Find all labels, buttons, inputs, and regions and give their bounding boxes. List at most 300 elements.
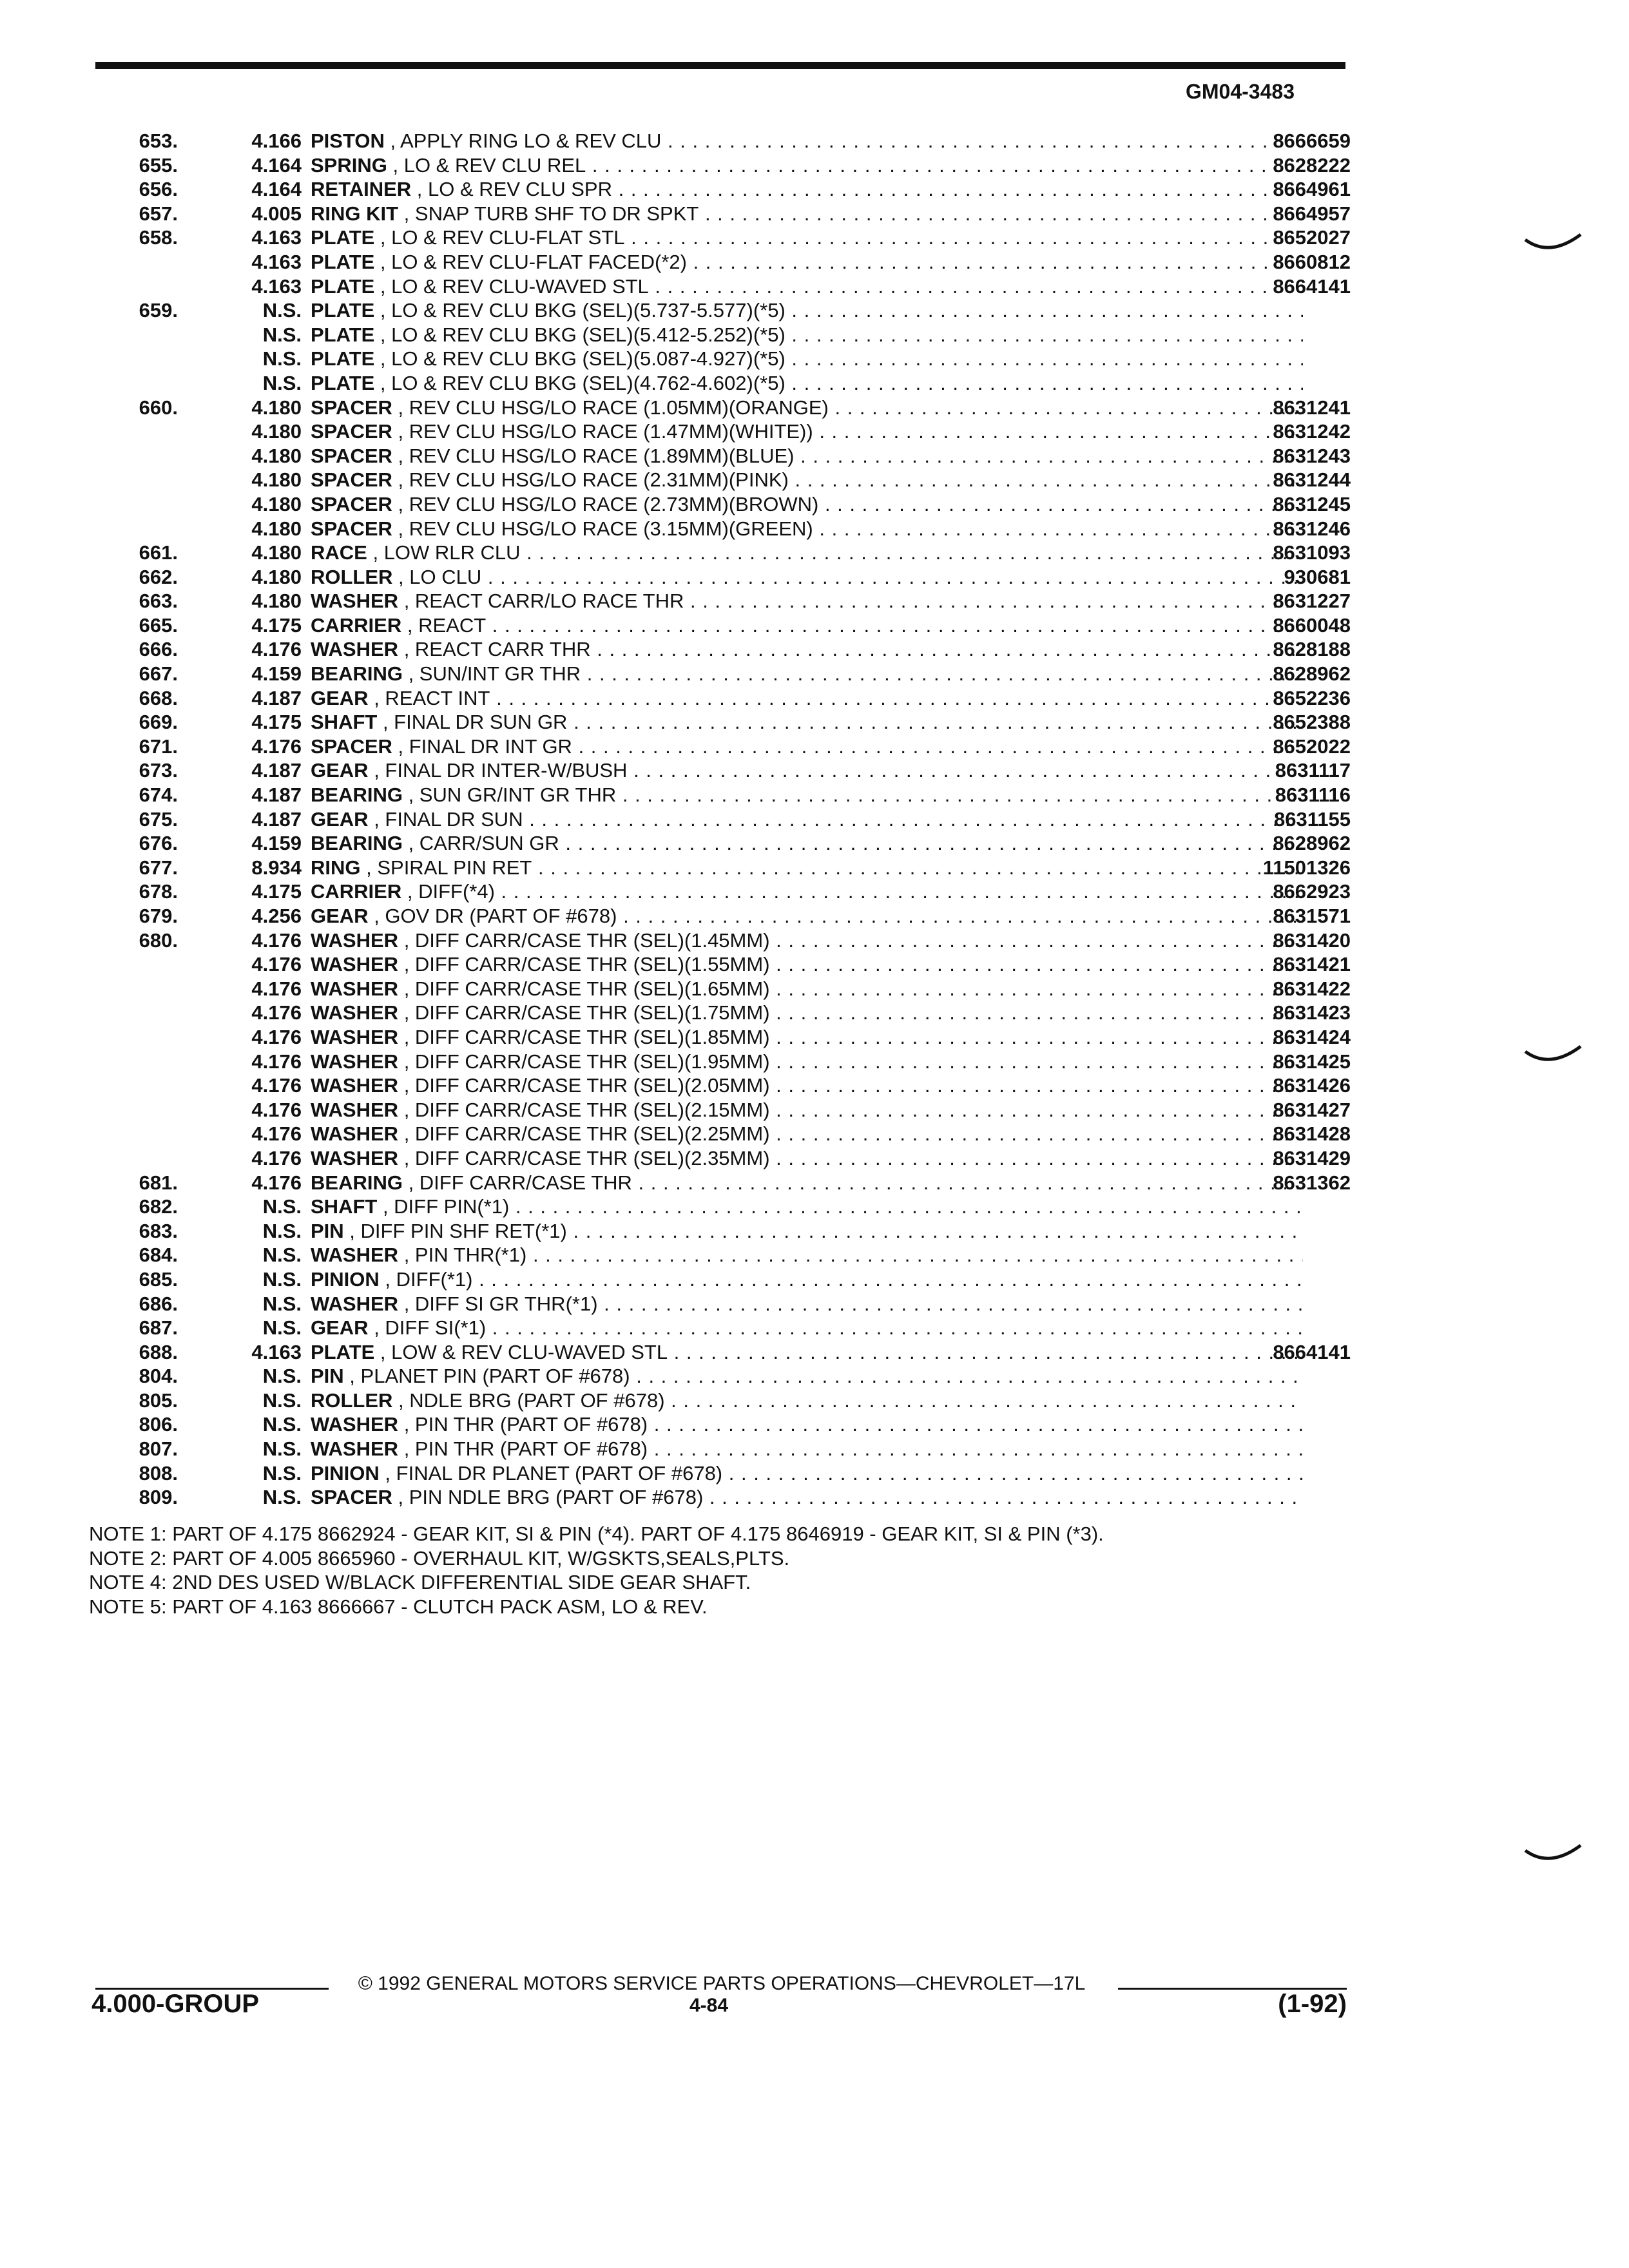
ref-number: 804. (139, 1365, 178, 1388)
part-description (311, 492, 1303, 517)
part-name: BEARING (311, 662, 403, 686)
part-row (95, 856, 1351, 880)
group-number: 4.180 (251, 541, 302, 564)
part-spec-separator: , (392, 492, 409, 515)
group-number: N.S. (262, 1244, 302, 1267)
part-number: 8652236 (1273, 686, 1351, 709)
part-spec: LO & REV CLU-FLAT FACED(*2) (391, 250, 687, 273)
ref-number: 663. (139, 590, 178, 613)
part-spec: DIFF CARR/CASE THR (SEL)(2.35MM) (414, 1146, 770, 1169)
part-row (95, 613, 1351, 638)
part-description (311, 1340, 1303, 1365)
part-spec-separator: , (398, 1001, 415, 1024)
part-number: 8631423 (1273, 1001, 1351, 1024)
footer-group-label: 4.000-GROUP (92, 1990, 260, 2018)
part-spec: FINAL DR PLANET (PART OF #678) (396, 1461, 723, 1485)
ref-number: 673. (139, 759, 178, 782)
group-number: N.S. (262, 1195, 302, 1218)
group-number: 4.175 (251, 711, 302, 734)
part-spec-separator: , (392, 517, 409, 540)
part-spec-separator: , (398, 1122, 415, 1146)
part-name: WASHER (311, 928, 399, 952)
part-spec: LOW & REV CLU-WAVED STL (391, 1340, 668, 1363)
part-row (95, 250, 1351, 274)
part-spec: DIFF PIN SHF RET(*1) (360, 1219, 567, 1242)
group-number: 4.164 (251, 153, 302, 177)
part-spec: DIFF CARR/CASE THR (SEL)(1.55MM) (414, 953, 770, 976)
part-name: GEAR (311, 759, 369, 782)
part-spec-separator: , (398, 928, 415, 952)
group-number: 4.175 (251, 613, 302, 637)
part-spec-separator: , (343, 1365, 361, 1388)
part-spec-separator: , (398, 1050, 415, 1073)
part-spec-separator: , (392, 420, 409, 443)
part-description (311, 298, 1303, 323)
part-spec-separator: , (398, 953, 415, 976)
part-row (95, 879, 1351, 904)
group-number: 4.180 (251, 444, 302, 467)
group-number: 8.934 (251, 856, 302, 879)
part-spec-separator: , (360, 856, 378, 879)
note-line: NOTE 2: PART OF 4.005 8665960 - OVERHAUL KIT, W/GSKTS,SEALS,PLTS. (89, 1546, 790, 1570)
group-number: 4.175 (251, 880, 302, 903)
part-row (95, 347, 1351, 371)
part-name: SPACER (311, 735, 392, 758)
part-row (95, 1485, 1351, 1510)
part-spec-separator: , (398, 1413, 415, 1436)
part-number: 8631245 (1273, 492, 1351, 515)
part-row (95, 1219, 1351, 1244)
ref-number: 677. (139, 856, 178, 879)
part-description (311, 686, 1303, 711)
part-description (311, 637, 1303, 662)
part-name: RING KIT (311, 202, 399, 225)
part-spec: PLANET PIN (PART OF #678) (360, 1365, 630, 1388)
part-spec: REACT CARR THR (414, 638, 591, 661)
ref-number: 662. (139, 565, 178, 588)
ref-number: 667. (139, 662, 178, 686)
part-number: 8628188 (1273, 638, 1351, 661)
part-name: GEAR (311, 686, 369, 709)
footer-date: (1-92) (1278, 1990, 1347, 2018)
part-description (311, 977, 1303, 1001)
part-name: WASHER (311, 1244, 399, 1267)
part-name: WASHER (311, 1122, 399, 1146)
part-description (311, 153, 1303, 178)
part-number: 8664141 (1273, 1340, 1351, 1363)
part-description (311, 202, 1303, 226)
ref-number: 666. (139, 638, 178, 661)
part-number: 8664957 (1273, 202, 1351, 225)
group-number: N.S. (262, 1316, 302, 1340)
part-description (311, 177, 1303, 202)
part-spec: DIFF(*4) (418, 880, 495, 903)
part-name: PLATE (311, 1340, 375, 1363)
part-spec-separator: , (402, 783, 419, 807)
part-number: 8631241 (1273, 396, 1351, 419)
part-spec-separator: , (374, 274, 392, 298)
part-number: 8660812 (1273, 250, 1351, 273)
part-spec-separator: , (392, 396, 409, 419)
part-spec-separator: , (398, 1146, 415, 1169)
part-spec: DIFF CARR/CASE THR (SEL)(1.85MM) (414, 1025, 770, 1048)
group-number: N.S. (262, 1486, 302, 1509)
part-spec-separator: , (392, 735, 409, 758)
ref-number: 671. (139, 735, 178, 758)
part-name: WASHER (311, 953, 399, 976)
part-name: SHAFT (311, 1195, 378, 1218)
part-spec-separator: , (374, 1340, 392, 1363)
part-spec: SUN/INT GR THR (419, 662, 581, 686)
part-name: GEAR (311, 1316, 369, 1340)
part-spec-separator: , (398, 638, 415, 661)
part-spec-separator: , (402, 832, 419, 855)
group-number: 4.180 (251, 420, 302, 443)
group-number: 4.180 (251, 517, 302, 540)
note-line: NOTE 5: PART OF 4.163 8666667 - CLUTCH PACK ASM, LO & REV. (89, 1595, 708, 1618)
part-description (311, 904, 1303, 928)
group-number: 4.164 (251, 178, 302, 201)
ref-number: 656. (139, 178, 178, 201)
part-row (95, 1267, 1351, 1292)
ref-number: 683. (139, 1219, 178, 1242)
part-description (311, 1073, 1303, 1098)
part-description (311, 226, 1303, 250)
ref-number: 684. (139, 1244, 178, 1267)
part-description (311, 1171, 1303, 1195)
part-row (95, 1316, 1351, 1340)
note-line: NOTE 1: PART OF 4.175 8662924 - GEAR KIT, SI & PIN (*4). PART OF 4.175 8646919 - GEAR KIT, SI & PIN (*3). (89, 1523, 1104, 1545)
part-number: 8628962 (1273, 662, 1351, 686)
part-description (311, 1098, 1303, 1122)
part-number: 8631362 (1273, 1171, 1351, 1194)
part-row (95, 1001, 1351, 1025)
part-spec: DIFF PIN(*1) (394, 1195, 510, 1218)
part-row (95, 637, 1351, 662)
part-spec: DIFF SI GR THR(*1) (414, 1292, 598, 1315)
part-row (95, 928, 1351, 953)
part-spec-separator: , (392, 444, 409, 467)
part-name: PLATE (311, 274, 375, 298)
part-name: ROLLER (311, 565, 393, 588)
part-spec-separator: , (374, 323, 392, 346)
group-number: 4.187 (251, 686, 302, 709)
part-row (95, 1340, 1351, 1365)
part-spec-separator: , (368, 807, 385, 831)
ref-number: 675. (139, 807, 178, 831)
group-number: 4.176 (251, 953, 302, 976)
part-spec: DIFF CARR/CASE THR (SEL)(1.75MM) (414, 1001, 770, 1024)
part-spec: LO & REV CLU BKG (SEL)(5.412-5.252)(*5) (391, 323, 786, 346)
part-description (311, 396, 1303, 420)
part-description (311, 1267, 1303, 1292)
ref-number: 668. (139, 686, 178, 709)
ref-number: 680. (139, 928, 178, 952)
part-row (95, 1098, 1351, 1122)
part-description (311, 928, 1303, 953)
part-row (95, 735, 1351, 759)
part-spec: APPLY RING LO & REV CLU (400, 130, 662, 152)
part-row (95, 444, 1351, 468)
part-name: PLATE (311, 250, 375, 273)
ref-number: 808. (139, 1461, 178, 1485)
part-number: 8631242 (1273, 420, 1351, 443)
part-description (311, 1025, 1303, 1050)
part-description (311, 565, 1303, 590)
part-spec-separator: , (379, 1461, 396, 1485)
group-number: 4.005 (251, 202, 302, 225)
part-spec: DIFF CARR/CASE THR (419, 1171, 632, 1194)
ref-number: 659. (139, 299, 178, 322)
part-row (95, 1025, 1351, 1050)
part-name: RING (311, 856, 361, 879)
part-spec: REV CLU HSG/LO RACE (1.47MM)(WHITE)) (409, 420, 813, 443)
part-spec-separator: , (374, 299, 392, 322)
part-spec: REV CLU HSG/LO RACE (3.15MM)(GREEN) (409, 517, 813, 540)
top-rule (95, 62, 1345, 69)
part-number: 8631244 (1273, 468, 1351, 492)
part-name: WASHER (311, 1437, 399, 1461)
group-number: 4.176 (251, 1001, 302, 1024)
part-spec: LO & REV CLU BKG (SEL)(5.087-4.927)(*5) (391, 347, 786, 370)
part-row (95, 758, 1351, 783)
part-spec: SNAP TURB SHF TO DR SPKT (414, 202, 699, 225)
part-number: 8631424 (1273, 1025, 1351, 1048)
part-name: PLATE (311, 323, 375, 346)
group-number: 4.166 (251, 130, 302, 152)
ref-number: 682. (139, 1195, 178, 1218)
part-name: WASHER (311, 1292, 399, 1315)
part-spec-separator: , (392, 1389, 410, 1412)
footer-copyright: © 1992 GENERAL MOTORS SERVICE PARTS OPERATIONS—CHEVROLET—17L (358, 1973, 1086, 1994)
part-name: WASHER (311, 590, 399, 613)
part-name: RACE (311, 541, 367, 564)
binder-mark-icon (1524, 1044, 1582, 1070)
part-name: GEAR (311, 905, 369, 927)
part-description (311, 1485, 1303, 1510)
part-row (95, 468, 1351, 492)
part-name: CARRIER (311, 880, 402, 903)
part-spec: DIFF CARR/CASE THR (SEL)(2.15MM) (414, 1098, 770, 1121)
group-number: 4.163 (251, 226, 302, 249)
part-spec-separator: , (379, 1267, 396, 1291)
part-spec: LO & REV CLU BKG (SEL)(4.762-4.602)(*5) (391, 371, 786, 394)
part-name: SHAFT (311, 711, 378, 734)
group-number: 4.176 (251, 735, 302, 758)
group-number: 4.187 (251, 807, 302, 831)
part-spec: GOV DR (PART OF #678) (385, 905, 617, 927)
ref-number: 807. (139, 1437, 178, 1461)
part-number: 8628222 (1273, 153, 1351, 177)
part-row (95, 1146, 1351, 1171)
part-row (95, 226, 1351, 250)
binder-mark-icon (1524, 232, 1582, 258)
group-number: N.S. (262, 1292, 302, 1315)
part-number: 8631116 (1275, 783, 1351, 807)
part-spec-separator: , (368, 686, 385, 709)
ref-number: 657. (139, 202, 178, 225)
group-number: 4.176 (251, 1146, 302, 1169)
part-number: 8631227 (1273, 590, 1351, 613)
part-spec-separator: , (384, 130, 400, 152)
group-number: 4.163 (251, 274, 302, 298)
part-name: PLATE (311, 299, 375, 322)
part-name: PLATE (311, 371, 375, 394)
part-row (95, 274, 1351, 299)
part-spec: PIN THR(*1) (414, 1244, 527, 1267)
ref-number: 806. (139, 1413, 178, 1436)
ref-number: 665. (139, 613, 178, 637)
ref-number: 674. (139, 783, 178, 807)
part-spec-separator: , (402, 662, 419, 686)
group-number: 4.187 (251, 759, 302, 782)
part-name: WASHER (311, 977, 399, 1000)
group-number: 4.180 (251, 492, 302, 515)
part-spec: PIN THR (PART OF #678) (414, 1413, 648, 1436)
part-spec-separator: , (402, 1171, 419, 1194)
part-description (311, 1461, 1303, 1486)
part-description (311, 468, 1303, 492)
group-number: 4.180 (251, 565, 302, 588)
part-description (311, 541, 1303, 565)
ref-number: 658. (139, 226, 178, 249)
part-description (311, 347, 1303, 371)
part-number: 8631422 (1273, 977, 1351, 1000)
part-spec-separator: , (374, 250, 392, 273)
part-name: SPACER (311, 468, 392, 492)
part-row (95, 177, 1351, 202)
part-description (311, 1412, 1303, 1437)
part-description (311, 1122, 1303, 1146)
part-number: 8631571 (1273, 905, 1351, 927)
part-description (311, 1219, 1303, 1244)
part-name: ROLLER (311, 1389, 393, 1412)
group-number: N.S. (262, 347, 302, 370)
part-description (311, 735, 1303, 759)
ref-number: 669. (139, 711, 178, 734)
part-number: 8631420 (1273, 928, 1351, 952)
part-spec: DIFF(*1) (396, 1267, 473, 1291)
document-id: GM04-3483 (1186, 80, 1295, 103)
part-name: BEARING (311, 783, 403, 807)
part-number: 8660048 (1273, 613, 1351, 637)
group-number: N.S. (262, 1267, 302, 1291)
part-row (95, 396, 1351, 420)
part-number: 8631427 (1273, 1098, 1351, 1121)
part-description (311, 1001, 1303, 1025)
group-number: 4.159 (251, 662, 302, 686)
part-description (311, 952, 1303, 977)
part-spec: REV CLU HSG/LO RACE (1.05MM)(ORANGE) (409, 396, 829, 419)
part-spec: REV CLU HSG/LO RACE (2.31MM)(PINK) (409, 468, 789, 492)
part-spec: DIFF SI(*1) (385, 1316, 487, 1340)
part-name: SPACER (311, 492, 392, 515)
part-name: WASHER (311, 1074, 399, 1097)
part-spec-separator: , (377, 711, 394, 734)
part-spec: REACT INT (385, 686, 490, 709)
part-row (95, 129, 1351, 153)
part-description (311, 1389, 1303, 1413)
part-number: 8631426 (1273, 1074, 1351, 1097)
part-description (311, 250, 1303, 274)
part-row (95, 371, 1351, 396)
part-name: PISTON (311, 130, 385, 152)
part-row (95, 783, 1351, 807)
group-number: N.S. (262, 299, 302, 322)
footer-page-number: 4-84 (689, 1995, 729, 2016)
part-row (95, 1195, 1351, 1219)
group-number: 4.256 (251, 905, 302, 927)
part-description (311, 856, 1303, 880)
part-name: WASHER (311, 1146, 399, 1169)
part-row (95, 831, 1351, 856)
part-spec-separator: , (367, 541, 384, 564)
part-spec-separator: , (401, 880, 419, 903)
part-row (95, 952, 1351, 977)
parts-list (95, 129, 1351, 1510)
ref-number: 688. (139, 1340, 178, 1363)
group-number: 4.176 (251, 977, 302, 1000)
part-description (311, 1316, 1303, 1340)
part-spec: DIFF CARR/CASE THR (SEL)(1.45MM) (414, 928, 770, 952)
part-spec: LOW RLR CLU (383, 541, 521, 564)
binder-mark-icon (1524, 1843, 1582, 1869)
ref-number: 660. (139, 396, 178, 419)
part-spec: DIFF CARR/CASE THR (SEL)(2.25MM) (414, 1122, 770, 1146)
ref-number: 687. (139, 1316, 178, 1340)
part-spec-separator: , (398, 1292, 415, 1315)
part-spec-separator: , (368, 759, 385, 782)
part-spec-separator: , (387, 153, 404, 177)
part-number: 8662923 (1273, 880, 1351, 903)
part-number: 8631246 (1273, 517, 1351, 540)
part-row (95, 1243, 1351, 1267)
group-number: 4.180 (251, 590, 302, 613)
part-name: PLATE (311, 226, 375, 249)
part-row (95, 686, 1351, 711)
notes-section (89, 1522, 1378, 1619)
group-number: N.S. (262, 371, 302, 394)
part-spec-separator: , (374, 347, 392, 370)
part-spec-separator: , (392, 565, 410, 588)
group-number: 4.176 (251, 1050, 302, 1073)
part-number: 8666659 (1273, 130, 1351, 152)
ref-number: 676. (139, 832, 178, 855)
part-spec-separator: , (398, 1437, 415, 1461)
part-name: PIN (311, 1219, 344, 1242)
group-number: 4.176 (251, 1074, 302, 1097)
group-number: 4.163 (251, 250, 302, 273)
group-number: 4.187 (251, 783, 302, 807)
ref-number: 655. (139, 153, 178, 177)
part-description (311, 517, 1303, 541)
part-row (95, 1437, 1351, 1461)
part-spec: REACT CARR/LO RACE THR (414, 590, 684, 613)
part-spec: PIN THR (PART OF #678) (414, 1437, 648, 1461)
part-description (311, 129, 1303, 153)
part-spec-separator: , (398, 1098, 415, 1121)
part-description (311, 662, 1303, 686)
group-number: 4.176 (251, 1098, 302, 1121)
part-number: 8664141 (1273, 274, 1351, 298)
part-description (311, 879, 1303, 904)
part-row (95, 807, 1351, 832)
part-spec-separator: , (368, 1316, 385, 1340)
part-spec: FINAL DR INT GR (409, 735, 572, 758)
part-spec-separator: , (374, 371, 392, 394)
ref-number: 805. (139, 1389, 178, 1412)
part-description (311, 1292, 1303, 1316)
